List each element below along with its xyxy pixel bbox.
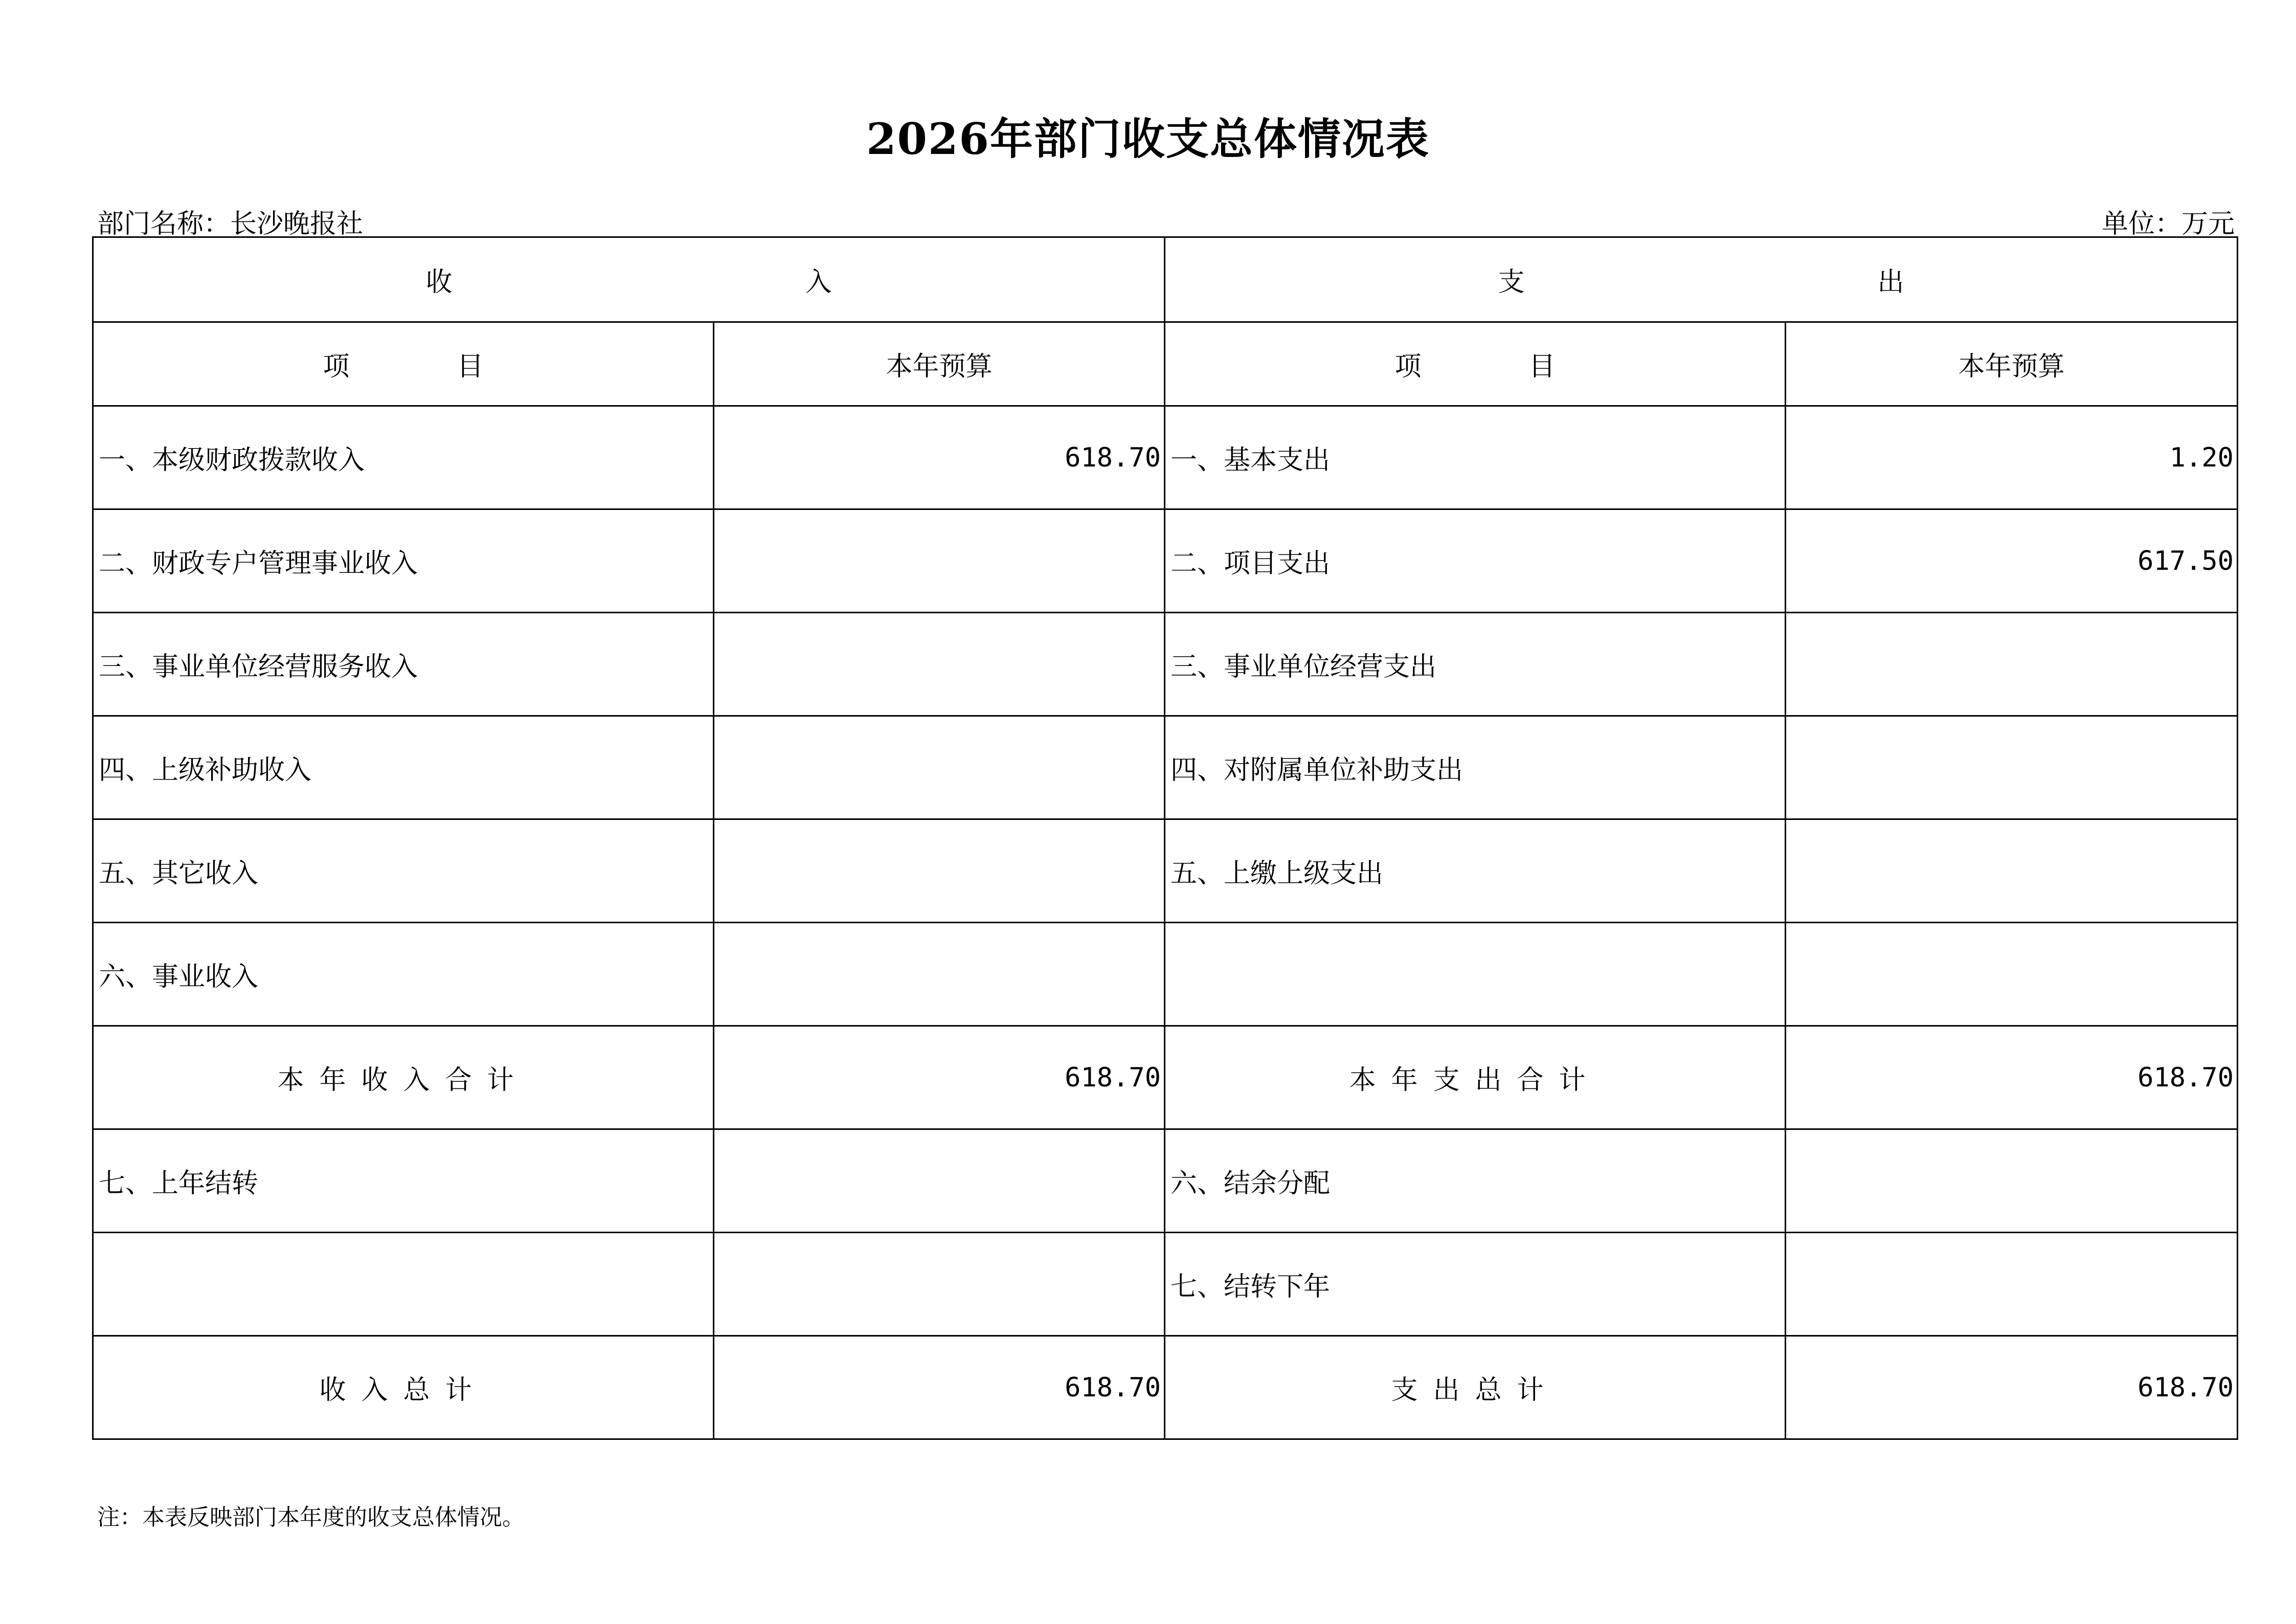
- income-item-header: [93, 322, 714, 406]
- expense-value: [1786, 923, 2238, 1026]
- expense-item: [1165, 923, 1786, 1026]
- expense-value: 1.20: [1786, 406, 2238, 509]
- expense-value: [1786, 1233, 2238, 1336]
- income-item: 六、事业收入: [93, 923, 714, 1026]
- footnote: 注：本表反映部门本年度的收支总体情况。: [97, 1504, 525, 1530]
- column-header-row: [93, 322, 2238, 406]
- expense-subtotal-label: 本年支出合计: [1165, 1026, 1786, 1129]
- income-value: [714, 716, 1165, 819]
- income-item: 五、其它收入: [93, 819, 714, 923]
- expense-value: 617.50: [1786, 509, 2238, 613]
- expense-item: 三、事业单位经营支出: [1165, 613, 1786, 716]
- expense-subtotal-value: 618.70: [1786, 1026, 2238, 1129]
- expense-item: 二、项目支出: [1165, 509, 1786, 613]
- income-value: [714, 1233, 1165, 1336]
- income-subtotal-label: 本年收入合计: [93, 1026, 714, 1129]
- table-row: [93, 1233, 2238, 1336]
- income-total-label: 收入总计: [93, 1336, 714, 1439]
- expense-total-value: 618.70: [1786, 1336, 2238, 1439]
- expense-value: [1786, 613, 2238, 716]
- income-section-header: [93, 237, 1165, 322]
- expense-item: 四、对附属单位补助支出: [1165, 716, 1786, 819]
- section-header-row: [93, 237, 2238, 322]
- income-item: 一、本级财政拨款收入: [93, 406, 714, 509]
- table-row: [93, 923, 2238, 1026]
- total-row: [93, 1336, 2238, 1439]
- expense-item: 六、结余分配: [1165, 1129, 1786, 1233]
- income-value: [714, 1129, 1165, 1233]
- expense-item-header: [1165, 322, 1786, 406]
- income-value: 618.70: [714, 406, 1165, 509]
- income-value: [714, 509, 1165, 613]
- department-name: 部门名称：长沙晚报社: [97, 209, 364, 239]
- page-title: 2026年部门收支总体情况表: [866, 114, 1430, 164]
- income-item: 四、上级补助收入: [93, 716, 714, 819]
- table-row: [93, 509, 2238, 613]
- income-item: 二、财政专户管理事业收入: [93, 509, 714, 613]
- expense-item: 七、结转下年: [1165, 1233, 1786, 1336]
- income-budget-header: 本年预算: [714, 322, 1165, 406]
- expense-section-char-1: 支: [1498, 267, 1525, 298]
- expense-item: 五、上缴上级支出: [1165, 819, 1786, 923]
- expense-value: [1786, 819, 2238, 923]
- expense-value: [1786, 716, 2238, 819]
- budget-table: [92, 236, 2238, 1440]
- income-section-char-2: 入: [805, 267, 832, 298]
- income-section-char-1: 收: [425, 267, 453, 298]
- table-row: [93, 716, 2238, 819]
- unit-label: 单位：万元: [2101, 209, 2235, 239]
- income-value: [714, 819, 1165, 923]
- item-header-char-1: 项: [1394, 351, 1422, 382]
- expense-budget-header: 本年预算: [1786, 322, 2238, 406]
- expense-value: [1786, 1129, 2238, 1233]
- expense-total-label: 支出总计: [1165, 1336, 1786, 1439]
- expense-section-char-2: 出: [1877, 267, 1904, 298]
- table-row: [93, 406, 2238, 509]
- item-header-char-1: 项: [323, 351, 350, 382]
- income-value: [714, 923, 1165, 1026]
- income-item: 七、上年结转: [93, 1129, 714, 1233]
- income-subtotal-value: 618.70: [714, 1026, 1165, 1129]
- table-row: [93, 613, 2238, 716]
- expense-item: 一、基本支出: [1165, 406, 1786, 509]
- income-item: [93, 1233, 714, 1336]
- income-item: 三、事业单位经营服务收入: [93, 613, 714, 716]
- expense-section-header: [1165, 237, 2238, 322]
- income-value: [714, 613, 1165, 716]
- item-header-char-2: 目: [457, 351, 484, 382]
- table-row: [93, 1129, 2238, 1233]
- subtotal-row: [93, 1026, 2238, 1129]
- item-header-char-2: 目: [1528, 351, 1556, 382]
- table-row: [93, 819, 2238, 923]
- income-total-value: 618.70: [714, 1336, 1165, 1439]
